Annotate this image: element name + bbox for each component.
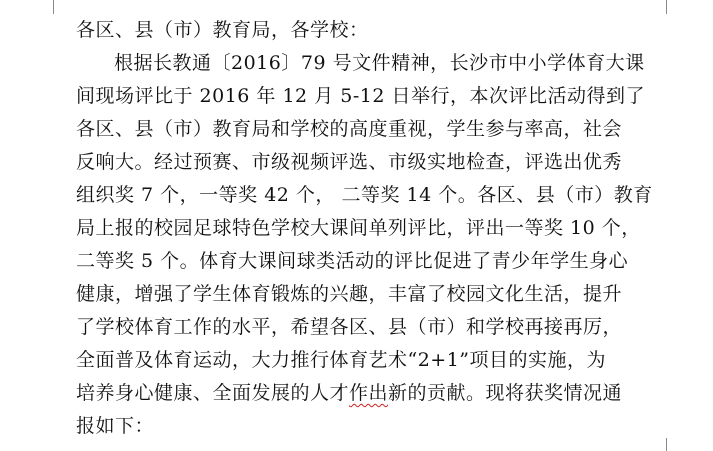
paragraph-line: 反响大。经过预赛、市级视频评选、市级实地检查，评选出优秀 bbox=[76, 151, 623, 173]
paragraph-line: 局上报的校园足球特色学校大课间单列评比，评出一等奖 10 个， bbox=[76, 217, 641, 239]
paragraph-line: 二等奖 5 个。体育大课间球类活动的评比促进了青少年学生身心 bbox=[76, 250, 629, 272]
paragraph-line: 间现场评比于 2016 年 12 月 5-12 日举行，本次评比活动得到了 bbox=[76, 85, 645, 107]
paragraph-line: 组织奖 7 个，一等奖 42 个， 二等奖 14 个。各区、县（市）教育 bbox=[76, 184, 653, 206]
paragraph-line: 了学校体育工作的水平，希望各区、县（市）和学校再接再厉， bbox=[76, 316, 623, 338]
page-margin-corner-mark bbox=[0, 0, 54, 14]
page-margin-corner-mark bbox=[666, 438, 713, 451]
line-text: 新的贡献。现将获奖情况通 bbox=[388, 382, 623, 404]
line-text: 培养身心健康、全面发展的人才 bbox=[76, 382, 350, 404]
closing-line: 报如下： bbox=[76, 415, 155, 437]
paragraph-line: 全面普及体育运动，大力推行体育艺术“2+1”项目的实施，为 bbox=[76, 349, 607, 371]
paragraph-line: 各区、县（市）教育局和学校的高度重视，学生参与率高，社会 bbox=[76, 118, 623, 140]
document-body bbox=[76, 14, 653, 443]
paragraph-line: 健康，增强了学生体育锻炼的兴趣，丰富了校园文化生活，提升 bbox=[76, 283, 623, 305]
paragraph-line bbox=[76, 377, 636, 410]
salutation: 各区、县（市）教育局，各学校： bbox=[76, 19, 369, 41]
spellcheck-flagged-word[interactable]: 作出 bbox=[349, 382, 389, 404]
page-margin-corner-mark bbox=[666, 0, 713, 14]
paragraph-line: 根据长教通〔2016〕79 号文件精神，长沙市中小学体育大课 bbox=[114, 52, 645, 74]
